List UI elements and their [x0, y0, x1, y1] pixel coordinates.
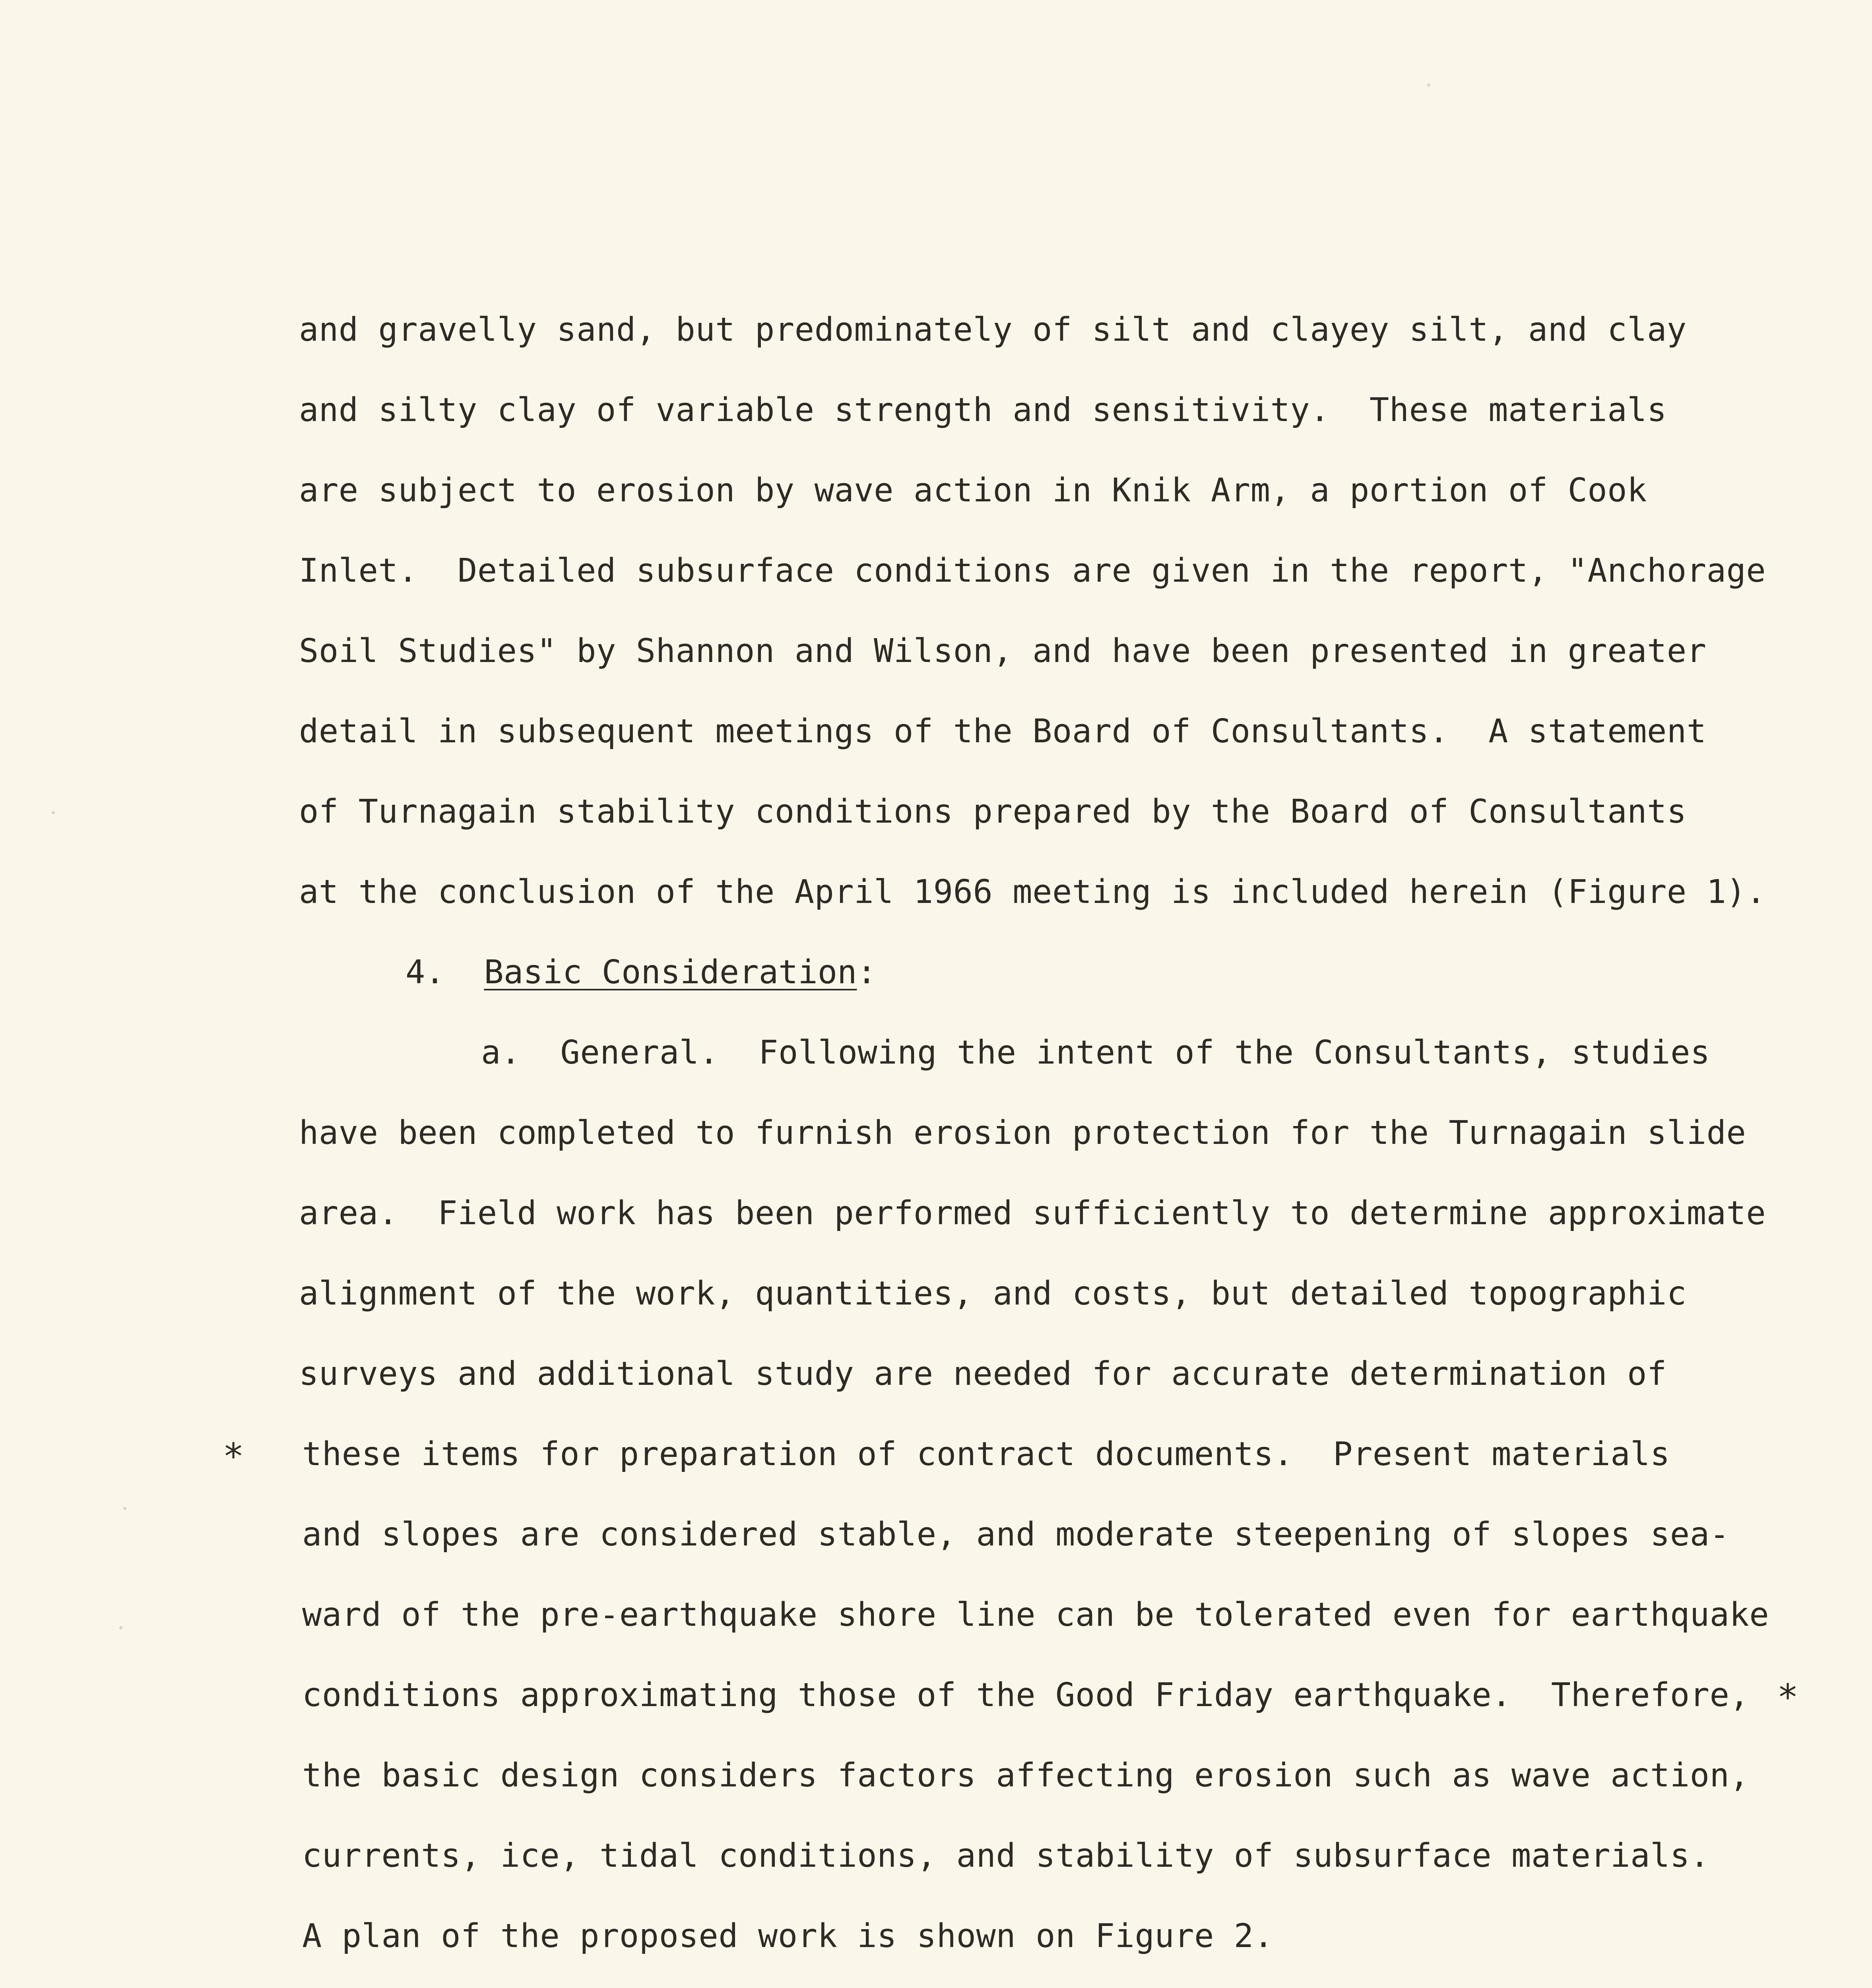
body-line: and slopes are considered stable, and moderate steepening of slopes sea-	[302, 1516, 1730, 1553]
paper-speck	[119, 1626, 122, 1629]
paper-speck	[123, 1507, 126, 1510]
body-line: and silty clay of variable strength and sensitivity. These materials	[299, 391, 1667, 429]
body-line: are subject to erosion by wave action in Knik Arm, a portion of Cook	[299, 472, 1647, 509]
body-line: surveys and additional study are needed for accurate determination of	[299, 1355, 1667, 1393]
section-heading	[405, 953, 877, 992]
body-line: detail in subsequent meetings of the Board of Consultants. A statement	[299, 712, 1707, 750]
body-line: these items for preparation of contract documents. Present materials	[302, 1435, 1670, 1473]
body-line: have been completed to furnish erosion protection for the Turnagain slide	[299, 1114, 1746, 1152]
paper-speck	[52, 811, 55, 814]
body-line: Soil Studies" by Shannon and Wilson, and have been presented in greater	[299, 632, 1707, 670]
body-line: currents, ice, tidal conditions, and stability of subsurface materials.	[302, 1837, 1710, 1875]
body-line: ward of the pre-earthquake shore line can be tolerated even for earthquake	[302, 1596, 1769, 1634]
body-line: and gravelly sand, but predominately of silt and clayey silt, and clay	[299, 311, 1687, 349]
body-line: at the conclusion of the April 1966 meeting is included herein (Figure 1).	[299, 873, 1766, 911]
body-line: conditions approximating those of the Good Friday earthquake. Therefore,	[302, 1676, 1750, 1714]
body-line: alignment of the work, quantities, and costs, but detailed topographic	[299, 1275, 1687, 1312]
body-line: of Turnagain stability conditions prepared by the Board of Consultants	[299, 793, 1687, 831]
revision-asterisk-right: *	[1777, 1677, 1799, 1718]
body-line: a. General. Following the intent of the Consultants, studies	[481, 1034, 1710, 1072]
body-line: area. Field work has been performed sufficiently to determine approximate	[299, 1194, 1766, 1232]
paper-speck	[1427, 83, 1430, 87]
revision-asterisk-left: *	[223, 1436, 244, 1477]
section-title: Basic Consideration	[484, 953, 857, 991]
section-number: 4.	[405, 953, 445, 991]
body-line: the basic design considers factors affecting erosion such as wave action,	[302, 1757, 1750, 1794]
body-line: Inlet. Detailed subsurface conditions are given in the report, "Anchorage	[299, 552, 1766, 590]
section-colon: :	[857, 953, 877, 991]
body-line: A plan of the proposed work is shown on Figure 2.	[302, 1917, 1274, 1955]
